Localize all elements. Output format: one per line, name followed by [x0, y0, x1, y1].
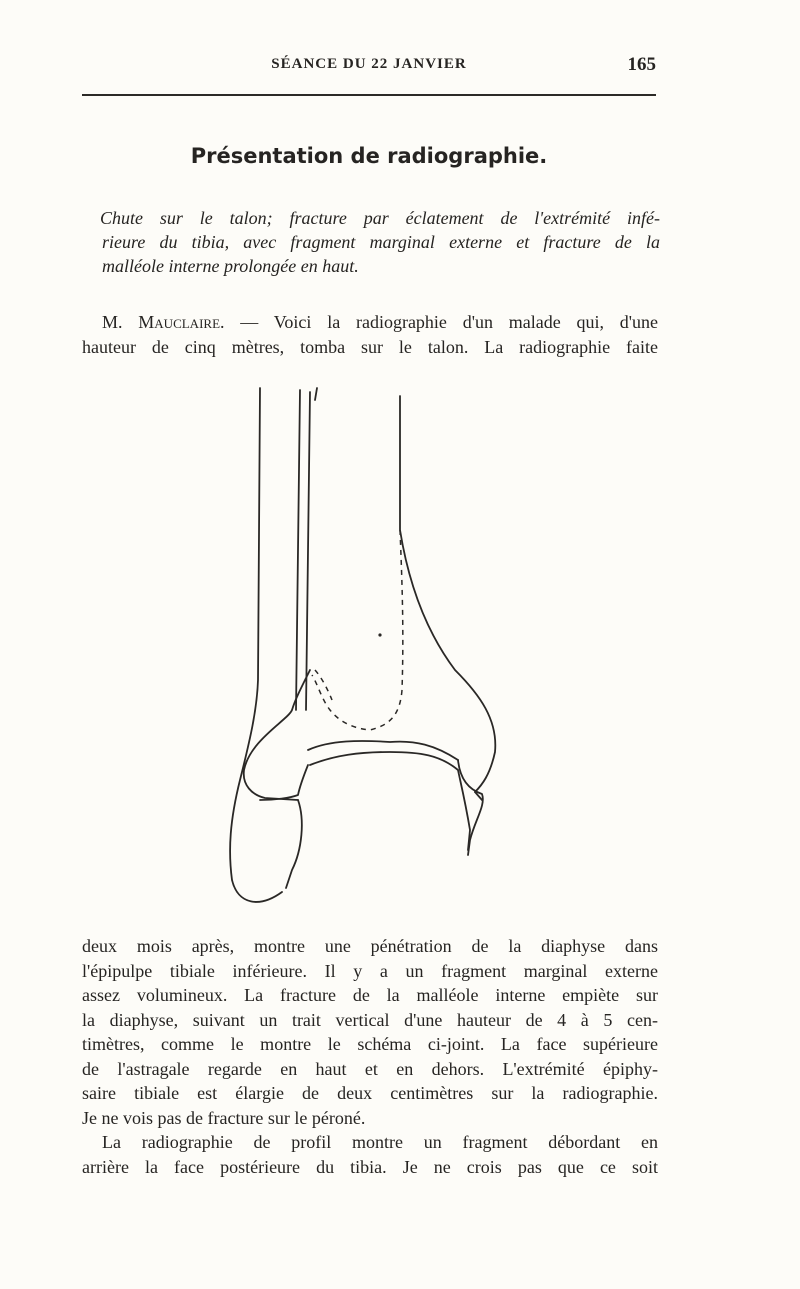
fibula-outline-2	[306, 392, 310, 710]
ink-dot	[378, 633, 381, 636]
fracture-line-vertical	[312, 530, 403, 730]
tibia-medial-outline	[230, 388, 282, 902]
tibia-lateral-outline	[400, 396, 495, 792]
body-line: de l'astragale regarde en haut et en dehors. L'extrémité épiphy-	[82, 1058, 658, 1079]
fibula-outline-3	[315, 388, 317, 400]
body-line: la diaphyse, suivant un trait vertical d'une hauteur de 4 à 5 cen-	[82, 1009, 658, 1030]
body-line: timètres, comme le montre le schéma ci-joint. La face supérieure	[82, 1034, 658, 1054]
body-line: assez volumineux. La fracture de la malléole interne empiète sur	[82, 985, 658, 1005]
running-title: SÉANCE DU 22 JANVIER	[271, 56, 467, 72]
fracture-line-fragment	[315, 670, 332, 700]
intro-line-1	[82, 310, 658, 335]
body-paragraph	[82, 934, 658, 1179]
talus-dome-lower	[310, 752, 470, 850]
subtitle-line: rieure du tibia, avec fragment marginal externe et fracture de la	[102, 232, 660, 252]
lateral-malleolus	[458, 760, 483, 855]
medial-fragment	[244, 670, 310, 800]
subtitle-line: malléole interne prolongée en haut.	[102, 256, 359, 276]
talus-body	[260, 765, 308, 800]
body-line: Je ne vois pas de fracture sur le péroné.	[82, 1107, 366, 1128]
body-line: saire tibiale est élargie de deux centimètres sur la radiographie.	[82, 1083, 658, 1103]
intro-line-1-text: — Voici la radiographie d'un malade qui, d'une	[224, 312, 658, 332]
section-title: Présentation de radiographie.	[190, 144, 548, 168]
speaker-name: M. Mauclaire.	[102, 312, 225, 332]
fibula-outline-1	[296, 390, 300, 710]
page-number: 165	[627, 54, 656, 75]
body-line: La radiographie de profil montre un fragment débordant en	[102, 1132, 658, 1152]
subtitle-line: Chute sur le talon; fracture par éclatement de l'extrémité infé-	[100, 208, 660, 228]
intro-paragraph	[82, 310, 658, 359]
intro-line-2: hauteur de cinq mètres, tomba sur le talon. La radiographie faite	[82, 336, 658, 357]
running-header	[82, 56, 656, 80]
fracture-schema-figure	[220, 380, 520, 920]
body-line: arrière la face postérieure du tibia. Je ne crois pas que ce soit	[82, 1156, 658, 1177]
header-rule	[82, 94, 656, 96]
subtitle	[100, 206, 660, 278]
body-line: deux mois après, montre une pénétration de la diaphyse dans	[82, 936, 658, 956]
body-line: l'épipulpe tibiale inférieure. Il y a un fragment marginal externe	[82, 960, 658, 981]
medial-malleolus	[286, 800, 302, 888]
fracture-schema-drawing	[220, 380, 520, 920]
